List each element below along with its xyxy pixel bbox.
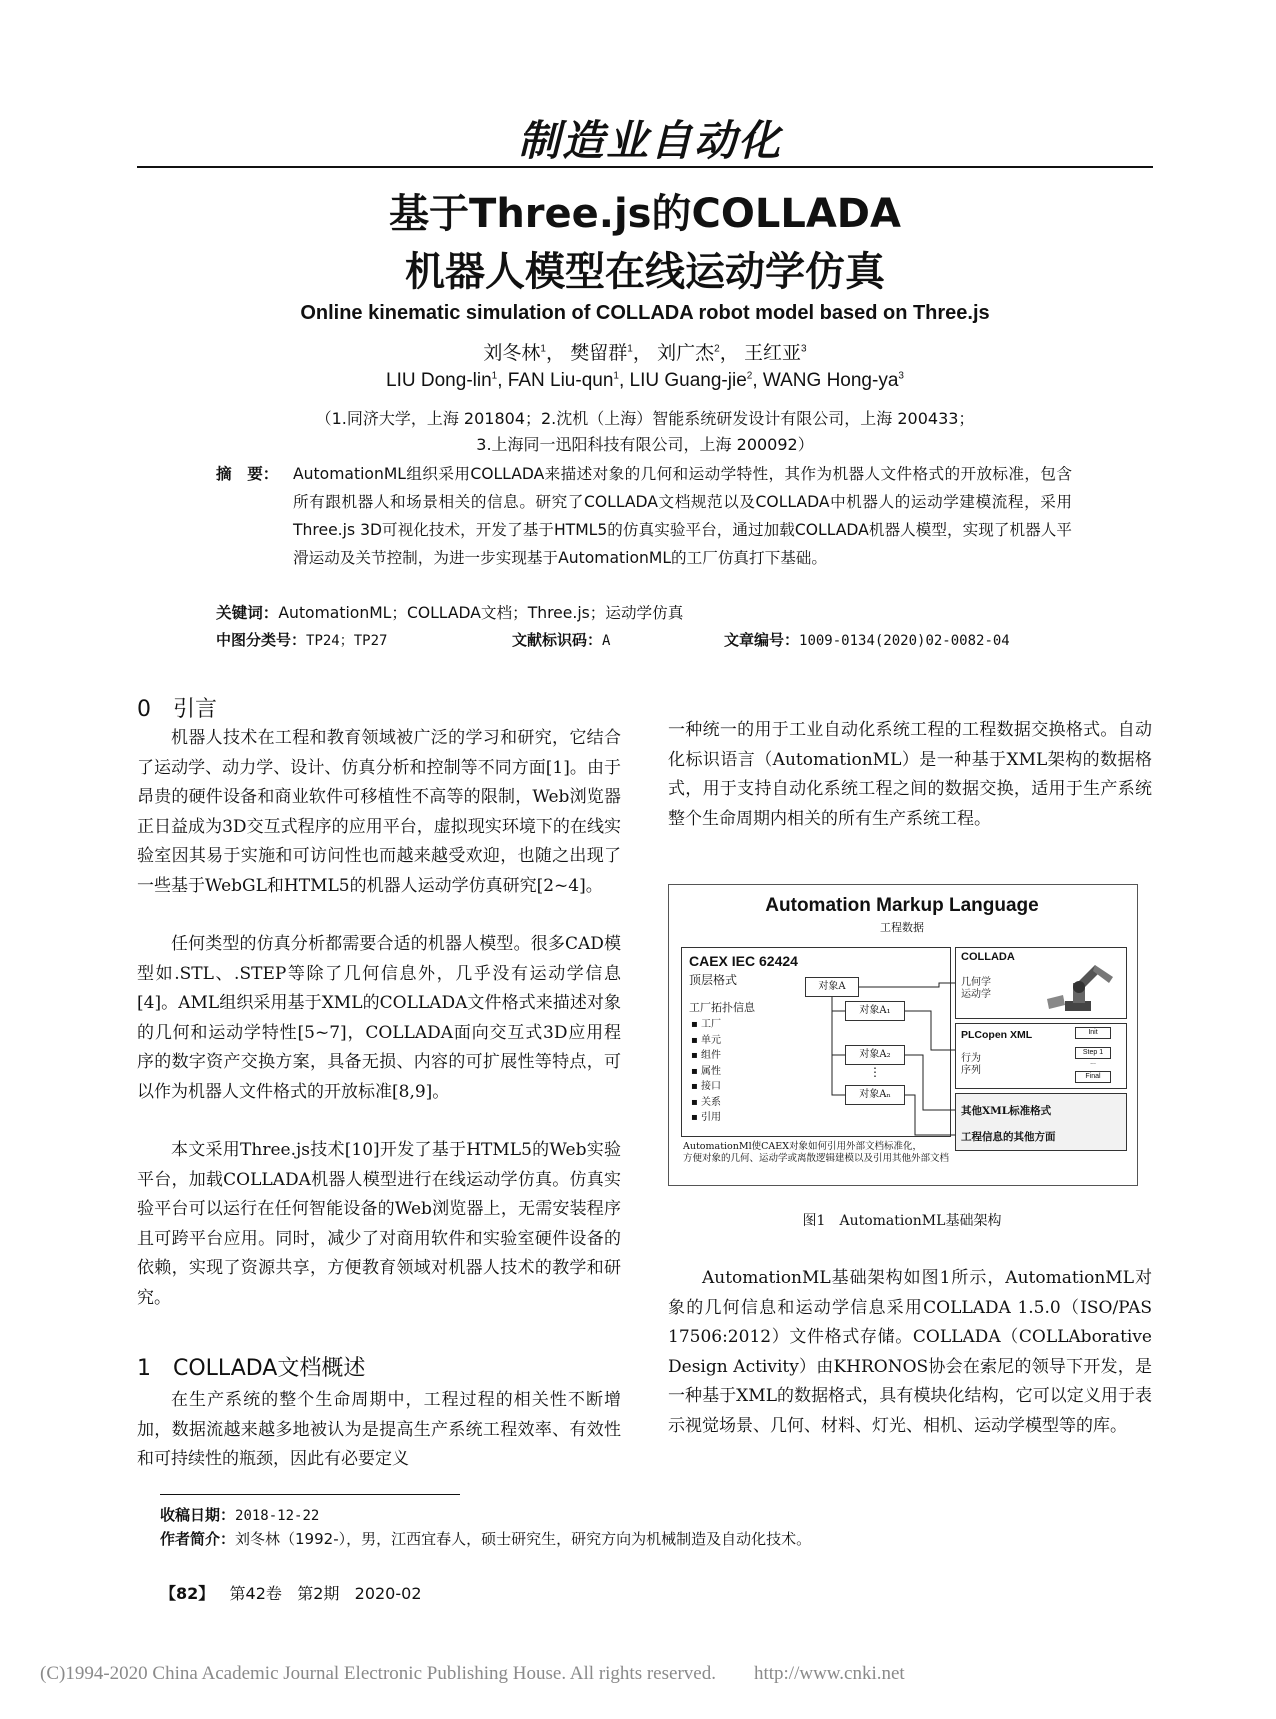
author-cn: 王红亚$^3$: [744, 343, 807, 364]
abstract-label: 摘 要：: [216, 465, 279, 483]
ellipsis: ⋮: [869, 1065, 881, 1079]
copyright-notice: (C)1994-2020 China Academic Journal Electronic Publishing House. All rights reserved. http://www.cnki.net: [40, 1663, 905, 1684]
keywords-text: AutomationML；COLLADA文档；Three.js；运动学仿真: [278, 604, 684, 622]
section-0-heading: 0 引言: [137, 697, 217, 722]
clc-value: TP24；TP27: [306, 633, 388, 649]
author-cn: 刘冬林$^1$，: [483, 343, 565, 364]
page-footer: [160, 1581, 422, 1604]
plcopen-title: PLCopen XML: [961, 1029, 1033, 1041]
figure-title: Automation Markup Language: [765, 895, 1039, 916]
section-0-paragraph-2: 任何类型的仿真分析都需要合适的机器人模型。很多CAD模型如.STL、.STEP等除了几何信息外，几乎没有运动学信息[4]。AML组织采用基于XML的COLLADA文件格式来描述对象的几何和运动学特性[5~7]，COLLADA面向交互式3D应用程序的数字资产交换方案，具备无损、内容的可扩展性等特点，可以作为机器人文件格式的开放标准[8,9]。: [137, 934, 621, 1102]
section-1-paragraph-1-continued: 一种统一的用于工业自动化系统工程的工程数据交换格式。自动化标识语言（AutomationML）是一种基于XML架构的数据格式，用于支持自动化系统工程之间的数据交换，适用于生产系统整个生命周期内相关的所有生产系统工程。: [668, 720, 1152, 829]
other-standards-desc: 工程信息的其他方面: [961, 1131, 1056, 1143]
issue-date: 2020-02: [354, 1584, 422, 1603]
object-a: 对象A: [805, 977, 859, 997]
plcopen-desc: 行为 序列: [961, 1053, 981, 1076]
received-value: 2018-12-22: [235, 1508, 320, 1524]
affiliation-line-2: 3.上海同一迅阳科技有限公司，上海 200092）: [476, 435, 814, 454]
plc-step: ...: [1090, 1059, 1096, 1066]
plant-item: ▪ 引用: [691, 1112, 721, 1123]
section-1-paragraph-1: 在生产系统的整个生命周期中，工程过程的相关性不断增加，数据流越来越多地被认为是提高生产系统工程效率、有效性和可持续性的瓶颈，因此有必要定义: [137, 1390, 621, 1469]
title-line-2: 机器人模型在线运动学仿真: [405, 249, 885, 295]
author-en: FAN Liu-qun$^1$,: [507, 370, 630, 391]
author-cn: 刘广杰$^2$，: [657, 343, 739, 364]
author-en: LIU Guang-jie$^2$,: [629, 370, 763, 391]
plc-step: Step 1: [1075, 1047, 1111, 1059]
caex-subtitle: 顶层格式: [689, 973, 738, 987]
authors-en: [137, 370, 1153, 392]
article-number-label: 文章编号：: [724, 631, 800, 649]
collada-desc: 几何学 运动学: [961, 977, 991, 1000]
author-bio: [160, 1528, 811, 1549]
volume: 第42卷: [229, 1584, 282, 1603]
page-number: 【82】: [160, 1584, 215, 1603]
issue: 第2期: [297, 1584, 340, 1603]
authors-cn: [137, 338, 1153, 365]
section-0-paragraph-1: 机器人技术在工程和教育领域被广泛的学习和研究，它结合了运动学、动力学、设计、仿真分析和控制等不同方面[1]。由于昂贵的硬件设备和商业软件可移植性不高等的限制，Web浏览器正日益成为3D交互式程序的应用平台，虚拟现实环境下的在线实验室因其易于实施和可访问性也而越来越受欢迎，也随之出现了一些基于WebGL和HTML5的机器人运动学仿真研究[2~4]。: [137, 728, 621, 896]
received-date: [160, 1504, 319, 1525]
received-label: 收稿日期：: [160, 1506, 236, 1524]
doc-code: [512, 629, 610, 650]
author-bio-label: 作者简介：: [160, 1530, 236, 1548]
other-standards-title: 其他XML标准格式: [961, 1105, 1052, 1117]
plant-item: ▪ 单元: [691, 1034, 721, 1046]
journal-name: 制造业自动化: [517, 116, 782, 165]
abstract-text: AutomationML组织采用COLLADA来描述对象的几何和运动学特性，其作为机器人文件格式的开放标准，包含所有跟机器人和场景相关的信息。研究了COLLADA文档规范以及COLLADA中机器人的运动学建模流程，采用Three.js 3D可视化技术，开发了基于HTML5的仿真实验平台，通过加载COLLADA机器人模型，实现了机器人平滑运动及关节控制，为进一步实现基于AutomationML的工厂仿真打下基础。: [293, 465, 1072, 567]
title-line-1: 基于Three.js的COLLADA: [389, 191, 901, 237]
affiliation-line-1: （1.同济大学，上海 201804；2.沈机（上海）智能系统研发设计有限公司，上海 200433；: [315, 409, 975, 428]
object-a2: 对象A₂: [845, 1045, 905, 1065]
author-cn: 樊留群$^1$，: [570, 343, 652, 364]
article-number-value: 1009-0134(2020)02-0082-04: [799, 633, 1010, 649]
plc-step: Final: [1075, 1071, 1111, 1083]
plc-step: Init: [1075, 1027, 1111, 1039]
figure-connectors: [669, 885, 1135, 1183]
object-an: 对象Aₙ: [845, 1085, 905, 1105]
collada-title: COLLADA: [961, 951, 1015, 963]
section-1-heading: 1 COLLADA文档概述: [137, 1356, 366, 1381]
author-en: LIU Dong-lin$^1$,: [386, 370, 508, 391]
plant-item: ▪ 组件: [691, 1050, 721, 1061]
section-0-paragraph-3: 本文采用Three.js技术[10]开发了基于HTML5的Web实验平台，加载COLLADA机器人模型进行在线运动学仿真。仿真实验平台可以运行在任何智能设备的Web浏览器上，无需安装程序且可跨平台应用。同时，减少了对商用软件和实验室硬件设备的依赖，实现了资源共享，方便教育领域对机器人技术的教学和研究。: [137, 1140, 621, 1308]
figure-1: [668, 884, 1138, 1186]
plant-info-label: 工厂拓扑信息: [689, 1001, 755, 1014]
plant-item: ▪ 关系: [691, 1096, 721, 1108]
article-number: [724, 629, 1010, 650]
abstract: [216, 460, 1072, 572]
author-en: WANG Hong-$ya^3$: [762, 370, 904, 391]
figure-1-caption: 图1 AutomationML基础架构: [802, 1213, 1002, 1229]
caex-title: CAEX IEC 62424: [689, 953, 798, 969]
keywords-label: 关键词：: [216, 604, 279, 622]
header-rule: [137, 166, 1153, 168]
doc-code-label: 文献标识码：: [512, 631, 603, 649]
object-a1: 对象A₁: [845, 1001, 905, 1021]
author-bio-text: 刘冬林（1992-），男，江西宜春人，硕士研究生，研究方向为机械制造及自动化技术。: [235, 1530, 812, 1548]
plant-item: ▪ 属性: [691, 1065, 721, 1077]
section-1-paragraph-2: AutomationML基础架构如图1所示，AutomationML对象的几何信息和运动学信息采用COLLADA 1.5.0（ISO/PAS 17506:2012）文件格式存储。COLLADA（COLLAborative Design Activity）由KHRONOS协会在索尼的领导下开发，是一种基于XML的数据格式，具有模块化结构，它可以定义用于表示视觉场景、几何、材料、灯光、相机、运动学模型等的库。: [668, 1268, 1152, 1436]
figure-subtitle: 工程数据: [880, 921, 924, 934]
clc-label: 中图分类号：: [216, 631, 307, 649]
title-en: Online kinematic simulation of COLLADA robot model based on Three.js: [300, 302, 990, 324]
plant-item: ▪ 工厂: [691, 1019, 721, 1030]
keywords: [216, 601, 683, 623]
clc: [216, 629, 387, 650]
doc-code-value: A: [602, 633, 611, 649]
footnote-rule: [160, 1494, 460, 1495]
figure-note: AutomationMl使CAEX对象如何引用外部文档标准化， 方便对象的几何、运动学或离散逻辑建模以及引用其他外部文档: [683, 1141, 950, 1164]
plant-item: ▪ 接口: [691, 1081, 721, 1092]
